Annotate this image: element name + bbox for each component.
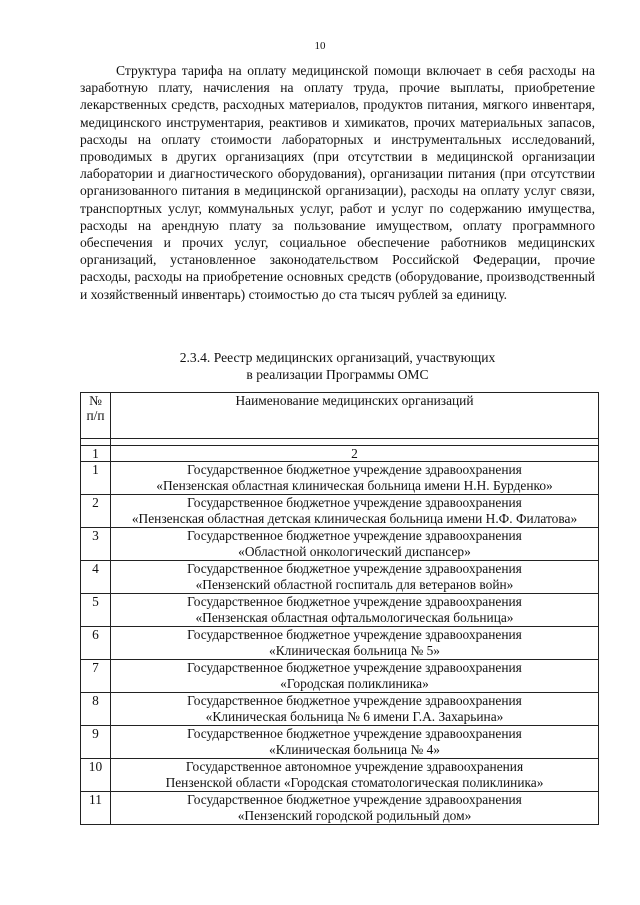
organization-type-text: Государственное бюджетное учреждение здравоохранения	[187, 726, 522, 741]
header-name-cell: Наименование медицинских организаций	[111, 393, 599, 439]
organization-name-cell	[111, 462, 599, 495]
column-index-cell: 2	[111, 446, 599, 462]
organization-title-text: «Клиническая больница № 4»	[269, 742, 440, 757]
organization-type-text: Государственное бюджетное учреждение здравоохранения	[187, 594, 522, 609]
table-row	[81, 792, 599, 825]
organization-type-text: Государственное бюджетное учреждение здравоохранения	[187, 693, 522, 708]
table-row	[81, 495, 599, 528]
organization-name-cell	[111, 561, 599, 594]
organization-type-text: Государственное бюджетное учреждение здравоохранения	[187, 792, 522, 807]
medical-organizations-registry-table	[80, 392, 599, 825]
table-row	[81, 462, 599, 495]
organization-title-text: «Клиническая больница № 6 имени Г.А. Захарьина»	[205, 709, 504, 724]
tariff-structure-paragraph: Структура тарифа на оплату медицинской помощи включает в себя расходы на заработную плату, начисления на оплату труда, прочие выплаты, приобретение лекарственных средств, расходных материалов, продуктов питания, мягкого инвентаря, медицинского инструментария, реактивов и химикатов, прочих материальных запасов, расходы на оплату стоимости лабораторных и инструментальных исследований, проводимых в других организациях (при отсутствии в медицинской организации лаборатории и диагностического оборудования), организации питания (при отсутствии организованного питания в медицинской организации), расходы на оплату услуг связи, транспортных услуг, коммунальных услуг, работ и услуг по содержанию имущества, расходы на арендную плату за пользование имуществом, оплату программного обеспечения и прочих услуг, социальное обеспечение работников медицинских организаций, установленное законодательством Российской Федерации, прочие расходы, расходы на приобретение основных средств (оборудование, производственный и хозяйственный инвентарь) стоимостью до ста тысяч рублей за единицу.	[80, 63, 595, 302]
organization-type-text: Государственное бюджетное учреждение здравоохранения	[187, 561, 522, 576]
row-number-cell: 4	[81, 561, 111, 594]
organization-title-text: «Пензенская областная детская клиническая больница имени Н.Ф. Филатова»	[131, 511, 578, 526]
column-index-row	[81, 446, 599, 462]
row-number-cell: 3	[81, 528, 111, 561]
section-title-line-1: 2.3.4. Реестр медицинских организаций, участвующих	[179, 350, 496, 365]
organization-name-cell	[111, 693, 599, 726]
organization-title-text: «Пензенский областной госпиталь для ветеранов войн»	[195, 577, 514, 592]
organization-name-cell	[111, 726, 599, 759]
organization-name-cell	[111, 495, 599, 528]
table-row	[81, 561, 599, 594]
table-row	[81, 594, 599, 627]
organization-title-text: «Пензенская областная офтальмологическая больница»	[195, 610, 514, 625]
organization-name-cell	[111, 792, 599, 825]
organization-title-text: Пензенской области «Городская стоматологическая поликлиника»	[165, 775, 544, 790]
table-row	[81, 693, 599, 726]
table-row	[81, 528, 599, 561]
row-number-cell: 8	[81, 693, 111, 726]
organization-name-cell	[111, 759, 599, 792]
row-number-cell: 11	[81, 792, 111, 825]
row-number-cell: 2	[81, 495, 111, 528]
organization-type-text: Государственное бюджетное учреждение здравоохранения	[187, 462, 522, 477]
organization-type-text: Государственное бюджетное учреждение здравоохранения	[187, 660, 522, 675]
column-index-cell: 1	[81, 446, 111, 462]
organization-title-text: «Городская поликлиника»	[280, 676, 429, 691]
row-number-cell: 6	[81, 627, 111, 660]
organization-type-text: Государственное бюджетное учреждение здравоохранения	[187, 495, 522, 510]
organization-type-text: Государственное бюджетное учреждение здравоохранения	[187, 627, 522, 642]
table-header-row	[81, 393, 599, 439]
organization-type-text: Государственное автономное учреждение здравоохранения	[185, 759, 524, 774]
table-row	[81, 759, 599, 792]
organization-name-cell	[111, 660, 599, 693]
organization-type-text: Государственное бюджетное учреждение здравоохранения	[187, 528, 522, 543]
row-number-cell: 1	[81, 462, 111, 495]
organization-name-cell	[111, 627, 599, 660]
table-gap-row	[81, 439, 599, 446]
row-number-cell: 5	[81, 594, 111, 627]
organization-title-text: «Пензенская областная клиническая больница имени Н.Н. Бурденко»	[156, 478, 553, 493]
row-number-cell: 10	[81, 759, 111, 792]
table-row	[81, 627, 599, 660]
organization-title-text: «Пензенский городской родильный дом»	[237, 808, 472, 823]
organization-name-cell	[111, 594, 599, 627]
table-row	[81, 726, 599, 759]
page-number: 10	[314, 40, 326, 52]
row-number-cell: 7	[81, 660, 111, 693]
organization-title-text: «Клиническая больница № 5»	[269, 643, 440, 658]
header-number-cell	[81, 393, 111, 439]
section-title	[80, 349, 595, 383]
section-title-line-2: в реализации Программы ОМС	[246, 367, 429, 382]
organization-name-cell	[111, 528, 599, 561]
organization-title-text: «Областной онкологический диспансер»	[238, 544, 471, 559]
table-row	[81, 660, 599, 693]
header-number-label: №	[89, 393, 102, 408]
header-number-sublabel: п/п	[86, 408, 105, 423]
row-number-cell: 9	[81, 726, 111, 759]
